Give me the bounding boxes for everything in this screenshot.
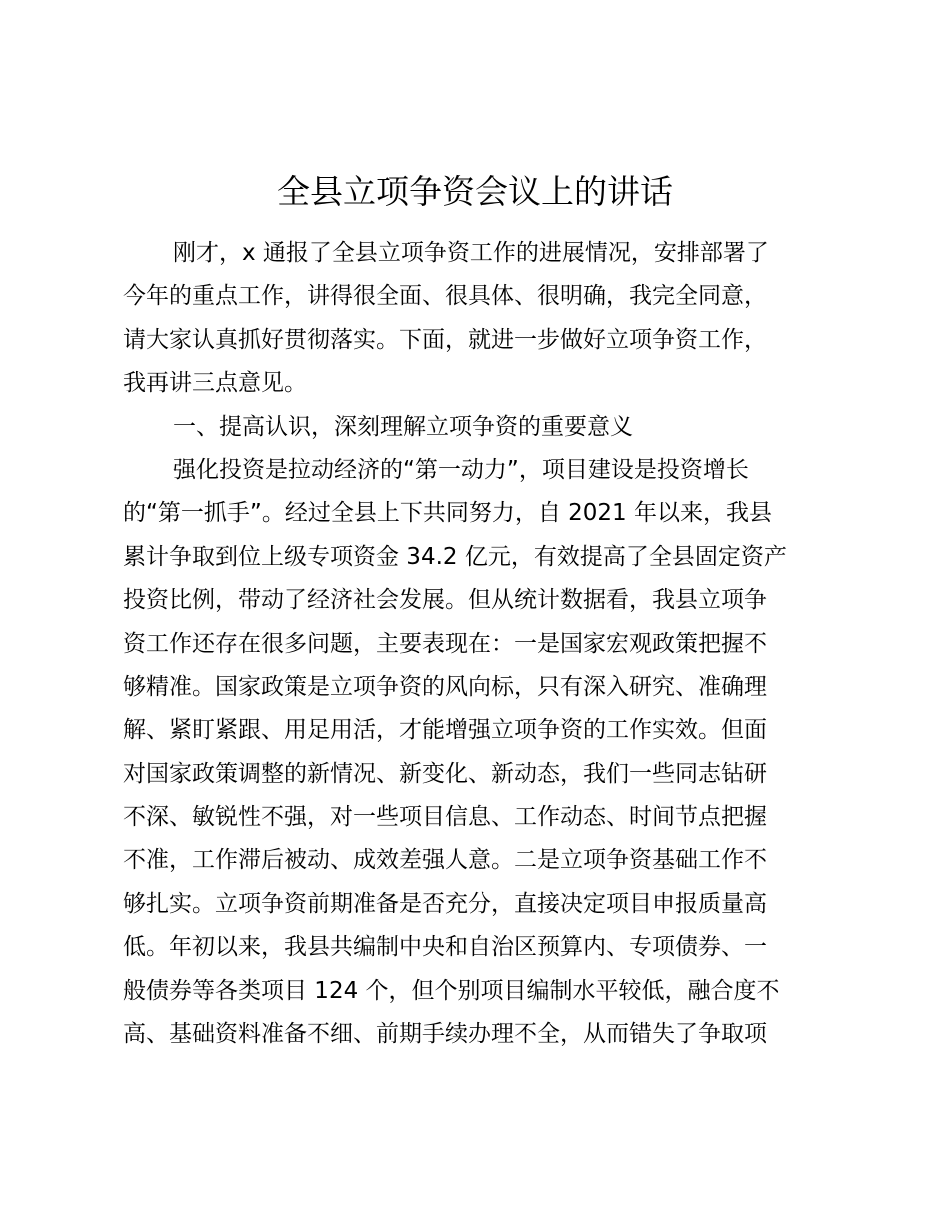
text-line: 刚才，x 通报了全县立项争资工作的进展情况，安排部署了	[173, 240, 769, 266]
section-heading: 一、提高认识，深刻理解立项争资的重要意义	[173, 413, 633, 440]
text-line: 够扎实。立项争资前期准备是否充分，直接决定项目申报质量高	[123, 890, 767, 917]
text-line: 强化投资是拉动经济的“第一动力”，项目建设是投资增长	[173, 456, 749, 483]
text-line: 资工作还存在很多问题，主要表现在：一是国家宏观政策把握不	[123, 630, 767, 657]
text-line: 不深、敏锐性不强，对一些项目信息、工作动态、时间节点把握	[123, 804, 767, 831]
text-line: 够精准。国家政策是立项争资的风向标，只有深入研究、准确理	[123, 673, 767, 700]
text-line: 今年的重点工作，讲得很全面、很具体、很明确，我完全同意，	[123, 283, 767, 310]
text-line: 低。年初以来，我县共编制中央和自治区预算内、专项债券、一	[123, 934, 767, 961]
text-line: 高、基础资料准备不细、前期手续办理不全，从而错失了争取项	[123, 1021, 767, 1048]
text-line: 的“第一抓手”。经过全县上下共同努力，自 2021 年以来，我县	[123, 500, 772, 527]
text-line: 解、紧盯紧跟、用足用活，才能增强立项争资的工作实效。但面	[123, 717, 767, 744]
text-line: 我再讲三点意见。	[123, 370, 307, 397]
text-line: 累计争取到位上级专项资金 34.2 亿元，有效提高了全县固定资产	[123, 543, 787, 570]
document-title: 全县立项争资会议上的讲话	[277, 172, 673, 211]
text-line: 请大家认真抓好贯彻落实。下面，就进一步做好立项争资工作，	[123, 326, 767, 353]
text-line: 不准，工作滞后被动、成效差强人意。二是立项争资基础工作不	[123, 847, 767, 874]
text-line: 投资比例，带动了经济社会发展。但从统计数据看，我县立项争	[123, 587, 767, 614]
text-line: 对国家政策调整的新情况、新变化、新动态，我们一些同志钻研	[123, 760, 767, 787]
text-line: 般债券等各类项目 124 个，但个别项目编制水平较低，融合度不	[123, 977, 780, 1004]
document-body	[123, 232, 835, 1056]
